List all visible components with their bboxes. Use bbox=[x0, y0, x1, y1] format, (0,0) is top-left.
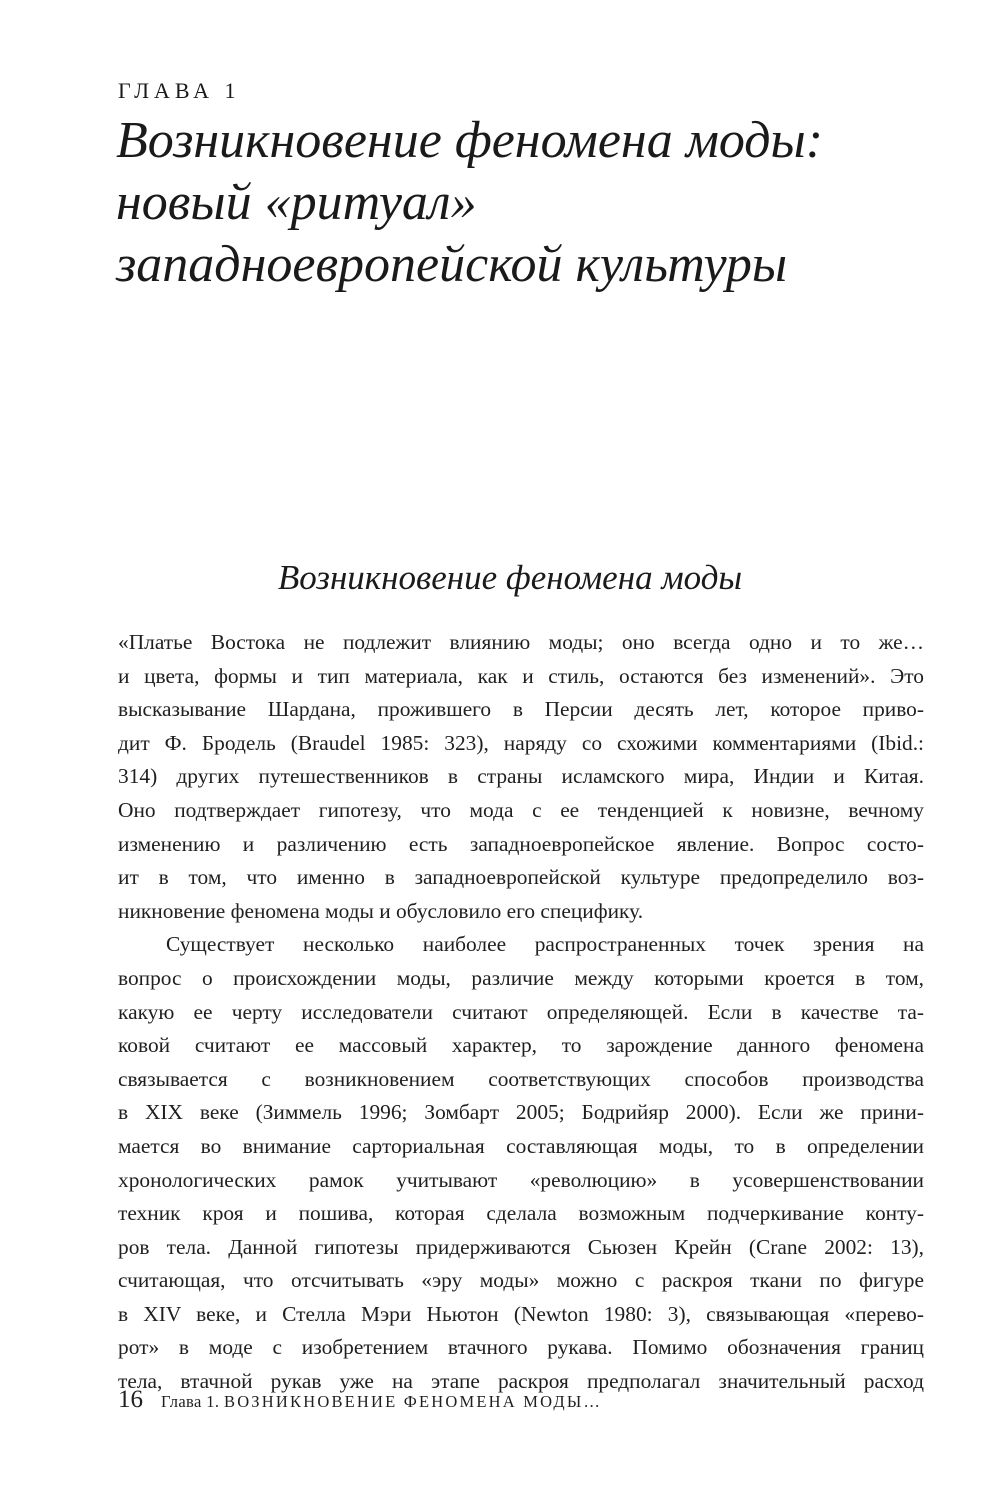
paragraph-line: тела, втачной рукав уже на этапе раскроя предполагал значительный расход bbox=[118, 1369, 924, 1394]
paragraph-line: в XIX веке (Зиммель 1996; Зомбарт 2005; Бодрийяр 2000). Если же прини- bbox=[118, 1100, 924, 1125]
body-text bbox=[118, 626, 924, 1399]
chapter-label: ГЛАВА 1 bbox=[118, 78, 241, 103]
paragraph-line: ров тела. Данной гипотезы придерживаются Сьюзен Крейн (Crane 2002: 13), bbox=[118, 1234, 924, 1259]
paragraph-line: Существует несколько наиболее распространенных точек зрения на bbox=[166, 932, 924, 957]
chapter-title-line: западноевропейской культуры bbox=[116, 236, 788, 293]
running-head-prefix: Глава 1. bbox=[161, 1392, 220, 1411]
page-footer bbox=[118, 1386, 602, 1414]
paragraph-line: связывается с возникновением соответствующих способов производства bbox=[118, 1066, 924, 1091]
chapter-title-line: Возникновение феномена моды: bbox=[116, 112, 824, 169]
running-head-title: ВОЗНИКНОВЕНИЕ ФЕНОМЕНА МОДЫ… bbox=[223, 1392, 603, 1411]
paragraph-line: считающая, что отсчитывать «эру моды» можно с раскроя ткани по фигуре bbox=[118, 1268, 924, 1293]
paragraph-line: 314) других путешественников в страны исламского мира, Индии и Китая. bbox=[118, 764, 924, 789]
paragraph-line: изменению и различению есть западноевропейское явление. Вопрос состо- bbox=[118, 831, 924, 856]
paragraph-line: высказывание Шардана, прожившего в Персии десять лет, которое приво- bbox=[118, 697, 924, 722]
paragraph-line: ит в том, что именно в западноевропейской культуре предопределило воз- bbox=[118, 865, 924, 890]
chapter-title bbox=[116, 110, 936, 296]
paragraph-line: «Платье Востока не подлежит влиянию моды; оно всегда одно и то же… bbox=[118, 630, 924, 654]
paragraph-line: никновение феномена моды и обусловило его специфику. bbox=[118, 898, 644, 923]
paragraph-line: рот» в моде с изобретением втачного рукава. Помимо обозначения границ bbox=[118, 1335, 924, 1360]
chapter-title-line: новый «ритуал» bbox=[116, 174, 477, 231]
paragraph-line: хронологических рамок учитывают «революцию» в усовершенствовании bbox=[118, 1167, 924, 1192]
paragraph-line: какую ее черту исследователи считают определяющей. Если в качестве та- bbox=[118, 999, 924, 1024]
page-number: 16 bbox=[118, 1386, 143, 1413]
paragraph-line: вопрос о происхождении моды, различие между которыми кроется в том, bbox=[118, 965, 924, 990]
paragraph-line: в XIV веке, и Стелла Мэри Ньютон (Newton 1980: 3), связывающая «перево- bbox=[118, 1301, 924, 1326]
paragraph-line: мается во внимание сарториальная составляющая моды, то в определении bbox=[118, 1133, 924, 1158]
running-head bbox=[161, 1392, 602, 1411]
paragraph-line: ковой считают ее массовый характер, то зарождение данного феномена bbox=[118, 1033, 924, 1058]
paragraph-line: Оно подтверждает гипотезу, что мода с ее тенденцией к новизне, вечному bbox=[118, 797, 924, 822]
paragraph-line: и цвета, формы и тип материала, как и стиль, остаются без изменений». Это bbox=[118, 663, 924, 688]
paragraph-line: техник кроя и пошива, которая сделала возможным подчеркивание конту- bbox=[118, 1201, 924, 1226]
paragraph-line: дит Ф. Бродель (Braudel 1985: 323), наряду со схожими комментариями (Ibid.: bbox=[118, 730, 924, 755]
section-title: Возникновение феномена моды bbox=[277, 558, 743, 597]
